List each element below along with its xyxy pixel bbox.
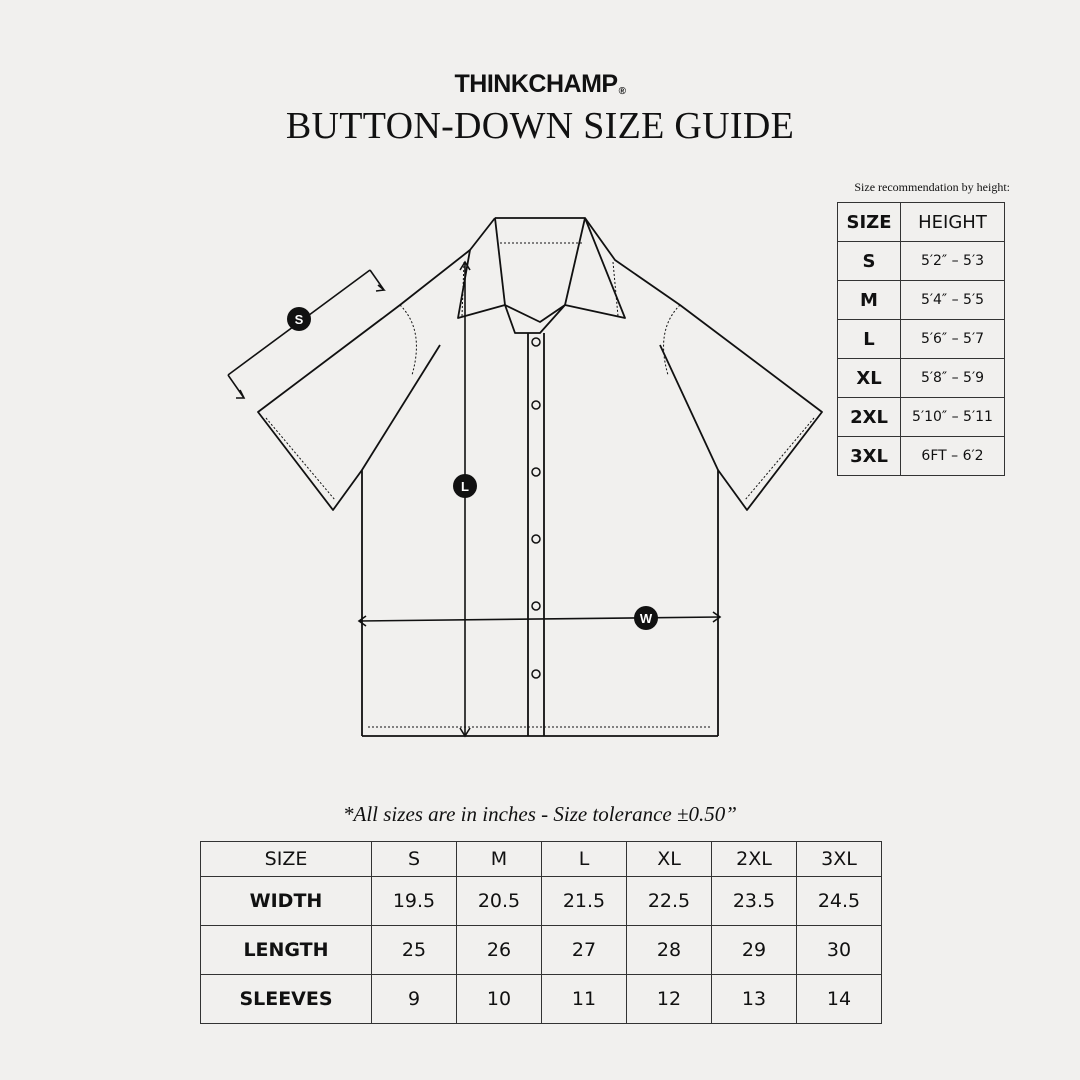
height-reco-row xyxy=(838,437,1005,476)
brand-registered-mark: ® xyxy=(618,86,626,97)
size-chart-row-label: SLEEVES xyxy=(201,975,372,1024)
size-chart-cell: 26 xyxy=(457,926,542,975)
size-chart-cell: 21.5 xyxy=(542,877,627,926)
size-chart-row-width xyxy=(201,877,882,926)
shirt-button xyxy=(532,401,540,409)
height-reco-row xyxy=(838,242,1005,281)
size-chart-cell: 10 xyxy=(457,975,542,1024)
size-chart-cell: 30 xyxy=(797,926,882,975)
size-chart-header: SIZE xyxy=(201,842,372,877)
shirt-button xyxy=(532,535,540,543)
shirt-right-outline xyxy=(585,218,822,736)
brand-name: THINKCHAMP xyxy=(454,70,618,98)
height-reco-header-row xyxy=(838,203,1005,242)
size-chart-cell: 19.5 xyxy=(372,877,457,926)
width-badge xyxy=(634,606,658,630)
size-chart-table xyxy=(200,841,882,1024)
height-reco-row xyxy=(838,320,1005,359)
height-reco-header-height: HEIGHT xyxy=(901,203,1005,242)
length-badge-label: L xyxy=(461,479,469,494)
height-reco-row xyxy=(838,281,1005,320)
height-reco-size: S xyxy=(838,242,901,281)
size-chart-cell: 24.5 xyxy=(797,877,882,926)
height-reco-table xyxy=(837,202,1005,476)
size-chart-header: M xyxy=(457,842,542,877)
size-chart-row-label: WIDTH xyxy=(201,877,372,926)
size-chart-cell: 14 xyxy=(797,975,882,1024)
size-chart-row-sleeves xyxy=(201,975,882,1024)
height-reco-header-size: SIZE xyxy=(838,203,901,242)
height-reco-height: 5′10″ – 5′11 xyxy=(901,398,1005,437)
sleeve-badge xyxy=(287,307,311,331)
size-chart-cell: 25 xyxy=(372,926,457,975)
width-measure-line xyxy=(359,617,720,621)
size-chart-cell: 9 xyxy=(372,975,457,1024)
height-reco-height: 5′6″ – 5′7 xyxy=(901,320,1005,359)
height-reco-size: 3XL xyxy=(838,437,901,476)
size-chart-cell: 27 xyxy=(542,926,627,975)
size-chart-cell: 23.5 xyxy=(712,877,797,926)
shirt-button xyxy=(532,670,540,678)
page-title: BUTTON-DOWN SIZE GUIDE xyxy=(285,105,795,147)
length-badge xyxy=(453,474,477,498)
size-chart-header: 3XL xyxy=(797,842,882,877)
height-reco-size: 2XL xyxy=(838,398,901,437)
size-chart-header: L xyxy=(542,842,627,877)
size-chart-cell: 20.5 xyxy=(457,877,542,926)
height-reco-height: 5′8″ – 5′9 xyxy=(901,359,1005,398)
size-chart-header: XL xyxy=(627,842,712,877)
size-chart-cell: 29 xyxy=(712,926,797,975)
height-reco-size: M xyxy=(838,281,901,320)
height-reco-caption: Size recommendation by height: xyxy=(854,180,1010,194)
height-reco-row xyxy=(838,359,1005,398)
size-chart-header: 2XL xyxy=(712,842,797,877)
size-chart-row-length xyxy=(201,926,882,975)
shirt-button xyxy=(532,338,540,346)
width-badge-label: W xyxy=(639,611,653,626)
size-chart-header-row xyxy=(201,842,882,877)
height-reco-height: 6FT – 6′2 xyxy=(901,437,1005,476)
height-reco-size: L xyxy=(838,320,901,359)
shirt-button xyxy=(532,468,540,476)
shirt-button xyxy=(532,602,540,610)
size-chart-cell: 11 xyxy=(542,975,627,1024)
size-chart-cell: 13 xyxy=(712,975,797,1024)
size-chart-row-label: LENGTH xyxy=(201,926,372,975)
height-reco-row xyxy=(838,398,1005,437)
height-reco-height: 5′2″ – 5′3 xyxy=(901,242,1005,281)
shirt-collar xyxy=(458,218,625,333)
size-chart-cell: 22.5 xyxy=(627,877,712,926)
height-reco-size: XL xyxy=(838,359,901,398)
measurement-note: *All sizes are in inches - Size tolerance ±0.50” xyxy=(343,802,737,826)
size-chart-cell: 12 xyxy=(627,975,712,1024)
size-chart-cell: 28 xyxy=(627,926,712,975)
size-chart-header: S xyxy=(372,842,457,877)
height-reco-height: 5′4″ – 5′5 xyxy=(901,281,1005,320)
sleeve-badge-label: S xyxy=(294,312,304,327)
